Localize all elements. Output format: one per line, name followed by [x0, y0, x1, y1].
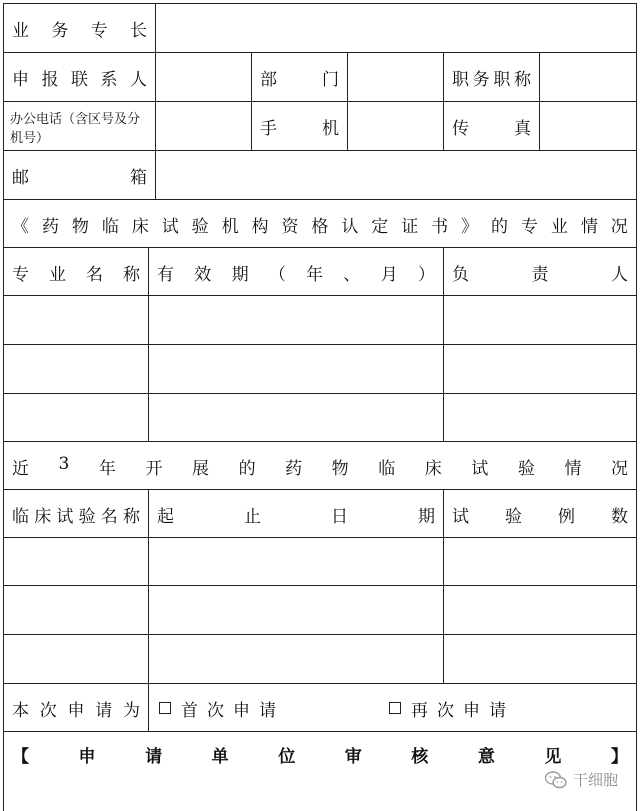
- char: 长: [129, 21, 147, 41]
- char: 业: [550, 216, 568, 237]
- option-again-label: 再次申请: [411, 700, 515, 721]
- char: 核: [411, 747, 429, 767]
- char: 称: [123, 264, 140, 285]
- char: 申: [78, 747, 96, 767]
- char: 况: [610, 216, 628, 237]
- char: 数: [611, 506, 628, 527]
- phone-row: [3, 101, 637, 151]
- char: 证: [401, 216, 419, 237]
- char: 的: [491, 216, 508, 237]
- office-phone-field[interactable]: [156, 102, 252, 151]
- cert-section-title-cell: [3, 200, 637, 248]
- fax-label-cell: [444, 102, 540, 151]
- fax-label: [444, 114, 539, 139]
- title-label-cell: [444, 53, 540, 102]
- char: 手: [260, 119, 277, 139]
- char: 情: [564, 458, 582, 479]
- contact-value-field[interactable]: [156, 53, 252, 102]
- option-again-checkbox[interactable]: [389, 702, 401, 714]
- char: 部: [260, 70, 277, 90]
- cert-header-leader: [444, 260, 636, 285]
- char: 药: [41, 216, 59, 237]
- trials-cell-name[interactable]: [3, 586, 149, 635]
- cert-cell-leader[interactable]: [444, 394, 637, 442]
- dept-value-field[interactable]: [348, 53, 444, 102]
- char: 申: [12, 70, 29, 90]
- cert-header-validity-cell: [149, 248, 444, 296]
- contact-label-cell: [3, 53, 156, 102]
- cert-cell-validity[interactable]: [149, 394, 444, 442]
- char: 》: [461, 216, 479, 237]
- trials-table-row: [3, 634, 637, 684]
- char: 试: [161, 216, 179, 237]
- char: 职: [493, 70, 511, 90]
- char: 【: [12, 747, 29, 767]
- char: 开: [145, 458, 163, 479]
- char: 报: [41, 70, 59, 90]
- char: 临: [101, 216, 119, 237]
- title-value-field[interactable]: [540, 53, 637, 102]
- cert-cell-leader[interactable]: [444, 345, 637, 394]
- trials-header-dates-cell: [149, 490, 444, 538]
- cert-cell-specialty[interactable]: [3, 394, 149, 442]
- trials-cell-name[interactable]: [3, 635, 149, 684]
- char: 3: [58, 453, 70, 474]
- char: 门: [322, 70, 339, 90]
- char: 单: [211, 747, 229, 767]
- char: 药: [285, 458, 303, 479]
- char: 试: [56, 506, 74, 527]
- review-title: [4, 742, 636, 767]
- specialty-row: [3, 3, 637, 53]
- char: 业: [49, 264, 66, 285]
- cert-cell-leader[interactable]: [444, 296, 637, 345]
- char: 例: [558, 506, 575, 527]
- char: 验: [517, 458, 535, 479]
- trials-cell-cases[interactable]: [444, 586, 637, 635]
- char: 称: [122, 506, 140, 527]
- application-label: [4, 696, 148, 721]
- char: 况: [610, 458, 628, 479]
- char: 请: [145, 747, 163, 767]
- char: 业: [12, 21, 29, 41]
- char: 床: [131, 216, 149, 237]
- char: 床: [424, 458, 442, 479]
- char: 期: [231, 264, 249, 285]
- contact-label: [4, 65, 155, 90]
- trials-header-cases: [444, 502, 636, 527]
- email-label-cell: [3, 151, 156, 200]
- char: 验: [191, 216, 209, 237]
- cert-table-row: [3, 295, 637, 345]
- office-phone-label-cell: [3, 102, 156, 151]
- cert-header-row: [3, 247, 637, 296]
- trials-header-name: [4, 502, 148, 527]
- char: 情: [580, 216, 598, 237]
- char: 务: [51, 21, 69, 41]
- char: 专: [520, 216, 538, 237]
- trials-cell-name[interactable]: [3, 538, 149, 586]
- char: 人: [130, 70, 147, 90]
- char: 物: [331, 458, 349, 479]
- char: 为: [123, 700, 140, 721]
- char: 邮: [12, 168, 29, 188]
- trials-header-row: [3, 489, 637, 538]
- char: ）: [417, 264, 435, 285]
- watermark-text: 干细胞: [572, 771, 618, 789]
- trials-header-name-cell: [3, 490, 149, 538]
- char: 专: [90, 21, 108, 41]
- char: 试: [452, 506, 469, 527]
- cert-header-leader-cell: [444, 248, 637, 296]
- dept-label-cell: [252, 53, 348, 102]
- char: 月: [380, 264, 398, 285]
- char: 真: [514, 119, 531, 139]
- trials-header-dates: [149, 502, 443, 527]
- watermark: [545, 769, 618, 790]
- char: 期: [418, 506, 435, 527]
- char: 的: [238, 458, 256, 479]
- char: 格: [311, 216, 329, 237]
- char: 物: [71, 216, 89, 237]
- char: （: [268, 264, 286, 285]
- char: 认: [341, 216, 359, 237]
- cert-table-row: [3, 393, 637, 442]
- char: 构: [251, 216, 269, 237]
- char: 床: [34, 506, 52, 527]
- char: 名: [86, 264, 103, 285]
- dept-label: [252, 65, 347, 90]
- char: 止: [244, 506, 261, 527]
- trials-section-row: [3, 441, 637, 490]
- char: 近: [12, 458, 29, 479]
- mobile-label-cell: [252, 102, 348, 151]
- mobile-label: [252, 114, 347, 139]
- char: 临: [12, 506, 29, 527]
- char: 有: [157, 264, 174, 285]
- char: 专: [12, 264, 29, 285]
- char: 日: [331, 506, 348, 527]
- title-label: [444, 65, 539, 90]
- cert-header-specialty-cell: [3, 248, 149, 296]
- char: 展: [192, 458, 210, 479]
- char: 资: [281, 216, 299, 237]
- review-row: [3, 731, 637, 811]
- char: 传: [452, 119, 469, 139]
- fax-field[interactable]: [540, 102, 637, 151]
- cert-cell-validity[interactable]: [149, 345, 444, 394]
- cert-cell-specialty[interactable]: [3, 345, 149, 394]
- trials-cell-dates[interactable]: [149, 635, 444, 684]
- char: 意: [477, 747, 495, 767]
- char: 临: [378, 458, 396, 479]
- option-first-checkbox[interactable]: [159, 702, 171, 714]
- trials-table-row: [3, 537, 637, 586]
- specialty-label-cell: [3, 4, 156, 53]
- char: 《: [12, 216, 29, 237]
- trials-cell-cases[interactable]: [444, 635, 637, 684]
- cert-header-validity: [149, 260, 443, 285]
- char: 职: [452, 70, 469, 90]
- char: 效: [194, 264, 212, 285]
- char: 位: [278, 747, 296, 767]
- char: 本: [12, 700, 29, 721]
- char: 见: [544, 747, 562, 767]
- review-cell[interactable]: [3, 732, 637, 811]
- option-first-label: 首次申请: [181, 700, 285, 721]
- char: 联: [71, 70, 88, 90]
- office-phone-label: 办公电话（含区号及分机号）: [10, 111, 141, 146]
- char: 机: [322, 119, 339, 139]
- wechat-icon: [545, 771, 567, 789]
- char: 人: [611, 264, 628, 285]
- email-row: [3, 150, 637, 200]
- cert-table-row: [3, 344, 637, 394]
- trials-section-title-cell: [3, 442, 637, 490]
- email-label: [4, 163, 155, 188]
- char: 箱: [130, 168, 147, 188]
- trials-cell-dates[interactable]: [149, 538, 444, 586]
- application-row: [3, 683, 637, 732]
- char: 名: [100, 506, 118, 527]
- char: 年: [98, 458, 116, 479]
- char: 年: [306, 264, 324, 285]
- char: 】: [610, 747, 628, 767]
- trials-table-row: [3, 585, 637, 635]
- char: 请: [95, 700, 113, 721]
- char: 称: [513, 70, 531, 90]
- cert-cell-specialty[interactable]: [3, 296, 149, 345]
- char: 书: [431, 216, 449, 237]
- char: 负: [452, 264, 469, 285]
- option-first-group[interactable]: [159, 696, 389, 721]
- cert-cell-validity[interactable]: [149, 296, 444, 345]
- char: 责: [531, 264, 549, 285]
- char: 、: [343, 264, 361, 285]
- char: 审: [344, 747, 362, 767]
- char: 申: [67, 700, 85, 721]
- specialty-label: [4, 16, 155, 41]
- trials-header-cases-cell: [444, 490, 637, 538]
- application-options-cell: [149, 684, 637, 732]
- application-label-cell: [3, 684, 149, 732]
- cert-section-title: [4, 212, 636, 237]
- char: 验: [505, 506, 522, 527]
- contact-row: [3, 52, 637, 102]
- email-field[interactable]: [156, 151, 637, 200]
- cert-section-row: [3, 199, 637, 248]
- trials-cell-dates[interactable]: [149, 586, 444, 635]
- specialty-value-field[interactable]: [156, 4, 637, 53]
- char: 机: [221, 216, 239, 237]
- char: 定: [371, 216, 389, 237]
- char: 务: [472, 70, 490, 90]
- char: 次: [39, 700, 57, 721]
- char: 验: [78, 506, 96, 527]
- char: 起: [157, 506, 174, 527]
- trials-cell-cases[interactable]: [444, 538, 637, 586]
- char: 系: [100, 70, 118, 90]
- mobile-field[interactable]: [348, 102, 444, 151]
- trials-section-title: [4, 454, 636, 479]
- char: 试: [471, 458, 489, 479]
- cert-header-specialty: [4, 260, 148, 285]
- option-again-group[interactable]: [389, 696, 515, 721]
